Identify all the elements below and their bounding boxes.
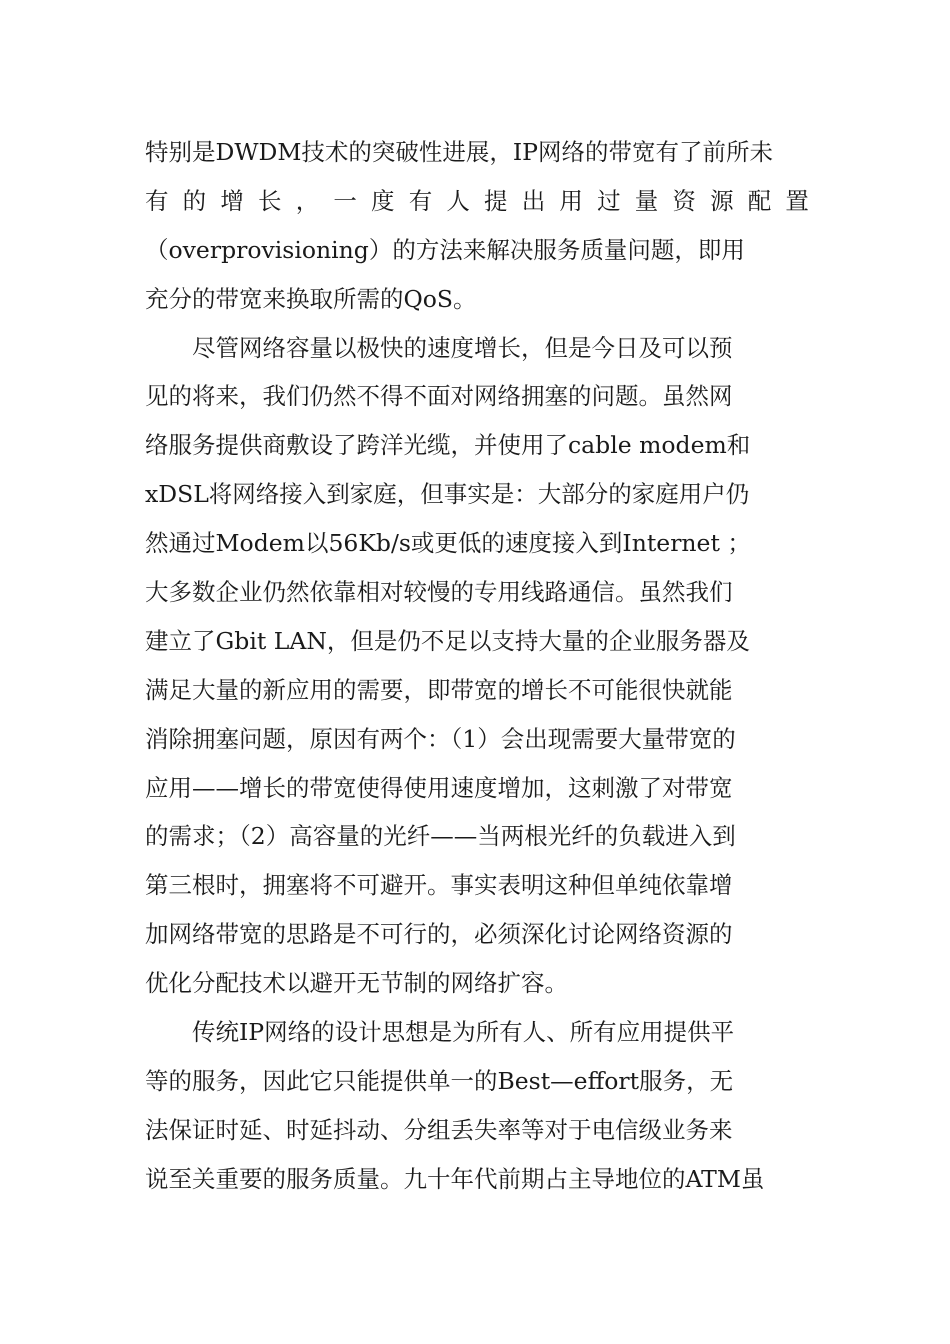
text-line: 特别是DWDM技术的突破性进展，IP网络的带宽有了前所未: [145, 138, 773, 166]
spaced-char: 置: [785, 186, 809, 215]
spaced-char: 一: [333, 186, 357, 215]
text-line: 法保证时延、时延抖动、分组丢失率等对于电信级业务来: [145, 1115, 733, 1144]
text-line: 优化分配技术以避开无节制的网络扩容。: [145, 969, 568, 998]
text-line: 消除拥塞问题，原因有两个：（1）会出现需要大量带宽的: [145, 724, 736, 753]
text-line-spaced: [145, 177, 809, 226]
spaced-char: 的: [182, 186, 207, 215]
text-line: 见的将来，我们仍然不得不面对网络拥塞的问题。虽然网: [145, 382, 733, 411]
body-text: [145, 128, 809, 1204]
text-line: （overprovisioning）的方法来解决服务质量问题，即用: [145, 235, 745, 264]
spaced-char: ，: [295, 186, 320, 215]
text-line: 等的服务，因此它只能提供单一的Best—effort服务，无: [145, 1066, 734, 1095]
spaced-char: 增: [220, 186, 244, 215]
text-line: 第三根时，拥塞将不可避开。事实表明这种但单纯依靠增: [145, 871, 733, 900]
spaced-char: 有: [145, 186, 169, 215]
text-line: 的需求；（2）高容量的光纤——当两根光纤的负载进入到: [145, 822, 736, 851]
text-line: 说至关重要的服务质量。九十年代前期占主导地位的ATM虽: [145, 1164, 765, 1193]
spaced-char: 源: [710, 186, 734, 215]
text-line: 加网络带宽的思路是不可行的，必须深化讨论网络资源的: [145, 920, 733, 949]
text-line: 建立了Gbit LAN，但是仍不足以支持大量的企业服务器及: [145, 626, 750, 655]
spaced-char: 量: [634, 186, 659, 215]
text-line: 应用——增长的带宽使得使用速度增加，这刺激了对带宽: [145, 773, 733, 802]
text-line-indented: 尽管网络容量以极快的速度增长，但是今日及可以预: [192, 333, 733, 362]
spaced-char: 配: [747, 186, 772, 215]
text-line: 充分的带宽来换取所需的QoS。: [145, 284, 477, 313]
spaced-char: 提: [484, 186, 508, 215]
spaced-char: 出: [521, 186, 546, 215]
spaced-char: 有: [408, 186, 433, 215]
text-line-indented: 传统IP网络的设计思想是为所有人、所有应用提供平: [192, 1018, 735, 1047]
spaced-char: 过: [597, 186, 621, 215]
spaced-char: 用: [559, 186, 583, 215]
spaced-char: 度: [371, 186, 395, 215]
text-line: 然通过Modem以56Kb/s或更低的速度接入到Internet ；: [145, 529, 751, 558]
text-line: 大多数企业仍然依靠相对较慢的专用线路通信。虽然我们: [145, 578, 733, 607]
spaced-char: 人: [446, 186, 470, 215]
text-line: 满足大量的新应用的需要，即带宽的增长不可能很快就能: [145, 675, 733, 704]
text-line: 络服务提供商敷设了跨洋光缆，并使用了cable modem和: [145, 431, 751, 460]
spaced-char: 资: [672, 186, 696, 215]
text-line: xDSL将网络接入到家庭，但事实是：大部分的家庭用户仍: [145, 480, 750, 509]
spaced-char: 长: [258, 186, 282, 215]
